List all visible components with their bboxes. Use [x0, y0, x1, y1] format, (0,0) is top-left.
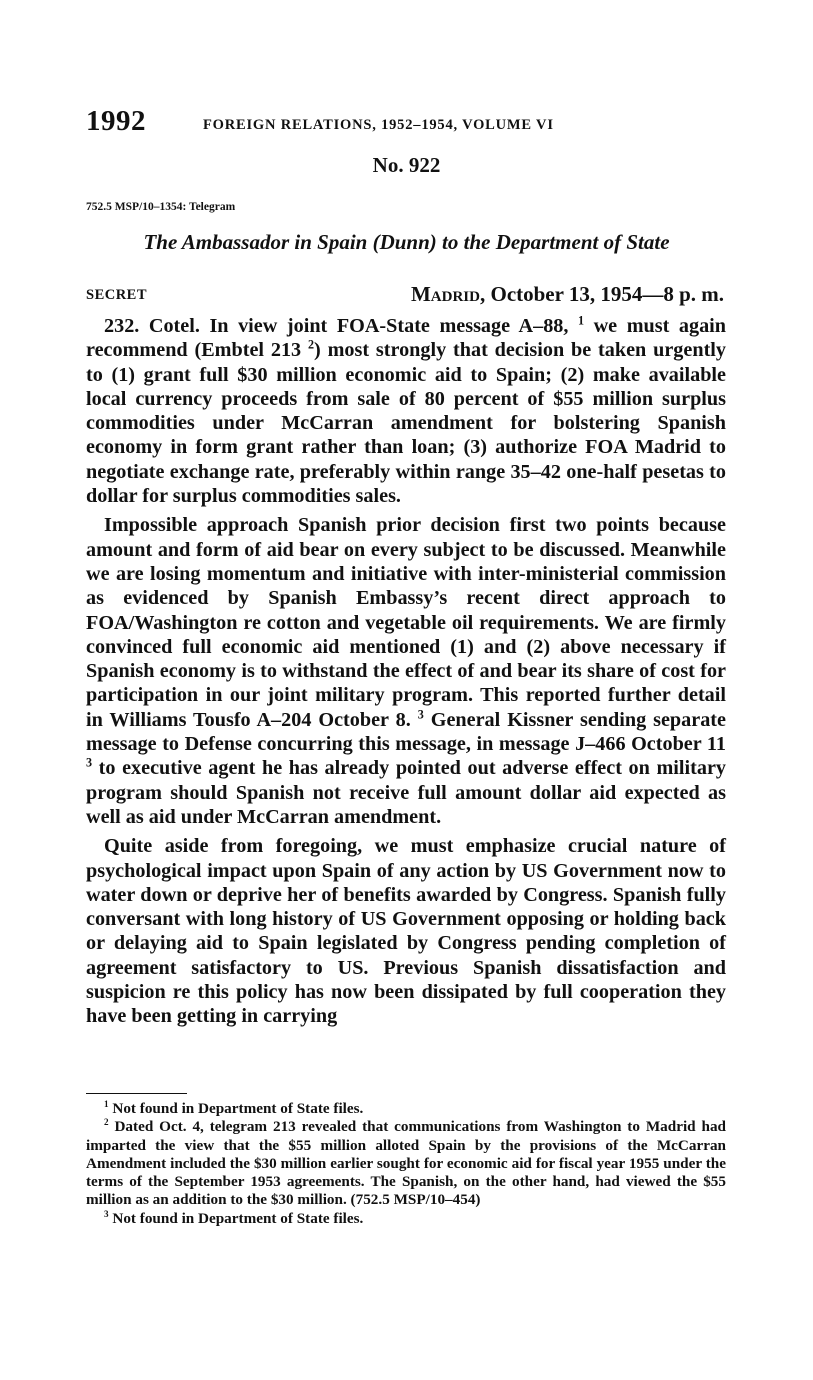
telegram-body: [86, 314, 726, 1034]
footnote-marker: 2: [104, 1117, 109, 1128]
footnote-ref-2[interactable]: 2: [307, 337, 315, 352]
document-number: No. 922: [372, 153, 441, 177]
footnote-divider: [86, 1093, 187, 1094]
paragraph-text: ) most strongly that decision be taken urgently to (1) grant full $30 million economic aid to Spain; (2) make available local currency proceeds from sale of 80 percent of $55 million surplus commodities under McCarran amendment for bolstering Spanish economy in form grant rather than loan; (3) authorize FOA Madrid to negotiate exchange rate, preferably within range 35–42 one-half pesetas to dollar for surplus commodities sales.: [86, 339, 726, 508]
document-title: The Ambassador in Spain (Dunn) to the Department of State: [143, 230, 670, 254]
dateline: [411, 282, 724, 307]
footnote-3: [86, 1210, 726, 1228]
paragraph-text: Impossible approach Spanish prior decision first two points because amount and form of aid bear on every subject to be discussed. Meanwhile we are losing momentum and initiative with inter-ministerial commission as evidenced by Spanish Embassy’s recent direct approach to FOA/Washington re cotton and vegetable oil requirements. We are firmly convinced full economic aid mentioned (1) and (2) above necessary if Spanish economy is to withstand the effect of and bear its share of cost for participation in our joint military program. This reported further detail in Williams Tousfo A–204 October 8.: [86, 514, 726, 731]
paragraph-2: [86, 513, 726, 829]
classification-marking: SECRET: [86, 287, 148, 303]
dateline-date: , October 13, 1954—8 p. m.: [479, 282, 724, 306]
footnote-marker: 3: [104, 1208, 109, 1219]
footnote-2: [86, 1118, 726, 1209]
paragraph-3: Quite aside from foregoing, we must emphasize crucial nature of psychological impact upon Spain of any action by US Government now to water down or deprive her of benefits awarded by Congress. Spanish fully conversant with long history of US Government opposing or holding back or delaying aid to Spain legislated by Congress pending completion of agreement satisfactory to US. Previous Spanish dissatisfaction and suspicion re this policy has now been dissipated by full cooperation they have been getting in carrying: [86, 835, 726, 1028]
footnote-text: Dated Oct. 4, telegram 213 revealed that communications from Washington to Madrid had imparted the view that the $55 million alloted Spain by the provisions of the McCarran Amendment included the $30 million earlier sought for economic aid for fiscal year 1955 under the terms of the September 1953 agreements. The Spanish, on the other hand, had viewed the $55 million as an addition to the $30 million. (752.5 MSP/10–454): [86, 1118, 726, 1209]
paragraph-text: we must again recommend (Embtel 213: [86, 315, 726, 362]
footnote-marker: 1: [104, 1098, 109, 1109]
running-head: FOREIGN RELATIONS, 1952–1954, VOLUME VI: [203, 117, 554, 133]
page-number: 1992: [86, 105, 146, 137]
paragraph-text: 232. Cotel. In view joint FOA-State message A–88,: [104, 315, 578, 337]
footnote-text: Not found in Department of State files.: [108, 1100, 364, 1117]
dateline-place: Madrid: [410, 282, 480, 306]
footnote-1: [86, 1100, 726, 1118]
paragraph-text: to executive agent he has already pointed out adverse effect on military program should Spanish not receive full amount dollar aid expected as well as aid under McCarran amendment.: [86, 757, 726, 828]
footnote-ref-3[interactable]: 3: [417, 707, 424, 722]
footnote-ref-3[interactable]: 3: [86, 755, 93, 770]
footnote-ref-1[interactable]: 1: [577, 313, 585, 328]
footnote-text: Not found in Department of State files.: [108, 1209, 364, 1227]
paragraph-1: [86, 314, 726, 508]
paragraph-text: General Kissner sending separate message to Defense concurring this message, in message J–466 October 11: [86, 708, 726, 756]
file-reference: 752.5 MSP/10–1354: Telegram: [86, 201, 236, 213]
footnotes: [86, 1100, 726, 1228]
